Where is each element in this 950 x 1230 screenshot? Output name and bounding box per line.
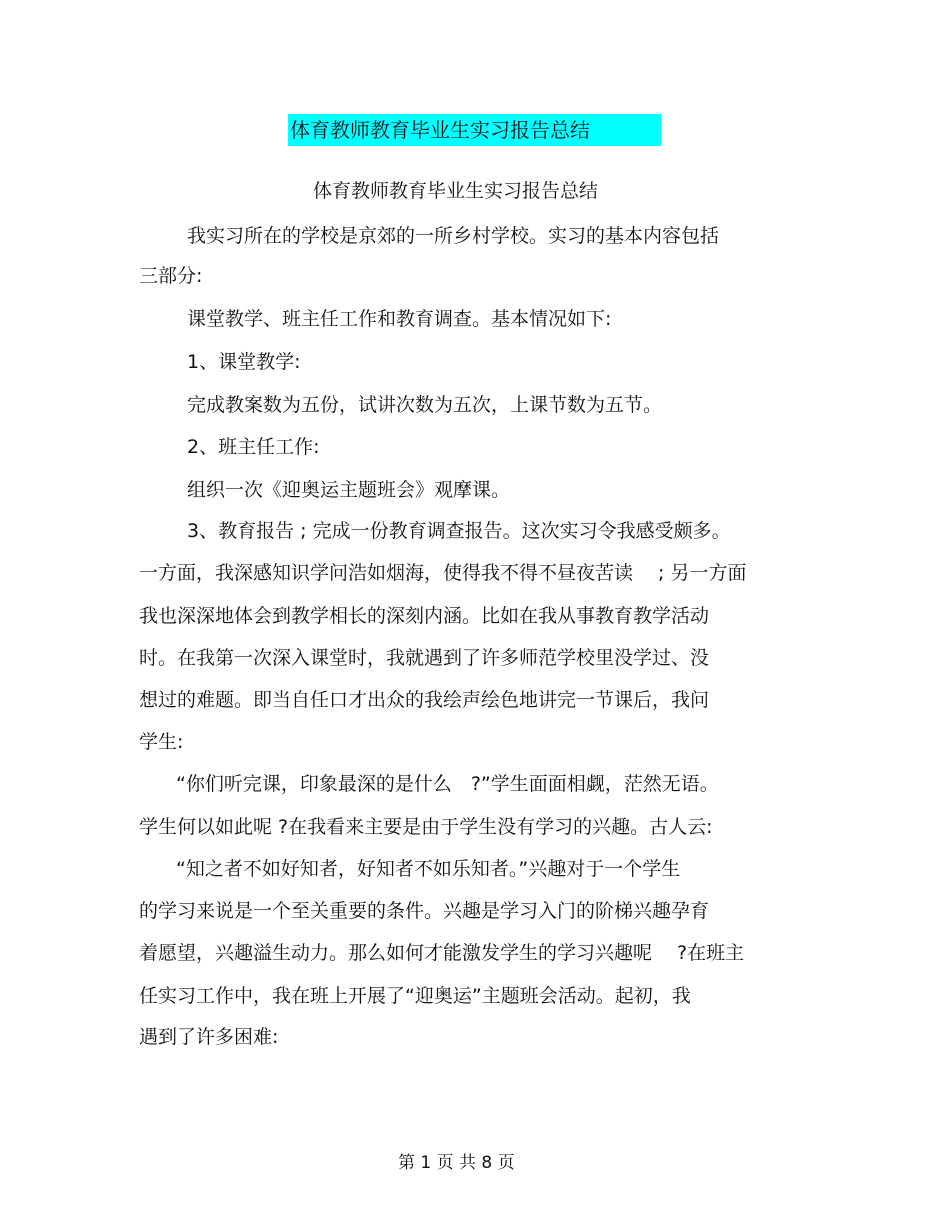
body-line: 3、教育报告 ; 完成一份教育调查报告。这次实习令我感受颇多。 — [187, 520, 731, 542]
body-line: 遇到了许多困难: — [139, 1026, 279, 1048]
body-line: 任实习工作中，我在班上开展了“迎奥运”主题班会活动。起初，我 — [139, 985, 691, 1007]
body-line: 时。在我第一次深入课堂时，我就遇到了许多师范学校里没学过、没 — [139, 647, 710, 669]
body-line: 我也深深地体会到教学相长的深刻内涵。比如在我从事教育教学活动 — [139, 605, 710, 627]
body-line: 想过的难题。即当自任口才出众的我绘声绘色地讲完一节课后，我问 — [139, 689, 710, 711]
body-line: 课堂教学、班主任工作和教育调查。基本情况如下: — [187, 308, 612, 330]
document-subtitle: 体育教师教育毕业生实习报告总结 — [313, 180, 599, 202]
body-line: 我实习所在的学校是京郊的一所乡村学校。实习的基本内容包括 — [187, 225, 720, 247]
body-line: 一方面，我深感知识学问浩如烟海，使得我不得不昼夜苦读 ; 另一方面 — [139, 562, 747, 584]
body-line: 三部分: — [139, 265, 203, 287]
document-title: 体育教师教育毕业生实习报告总结 — [290, 118, 590, 142]
body-line: 组织一次《迎奥运主题班会》观摩课。 — [187, 479, 511, 501]
body-line: “知之者不如好知者，好知者不如乐知者。”兴趣对于一个学生 — [176, 858, 681, 880]
body-line: 学生: — [139, 731, 184, 753]
body-line: 的学习来说是一个至关重要的条件。兴趣是学习入门的阶梯兴趣孕育 — [139, 900, 710, 922]
body-line: 着愿望，兴趣溢生动力。那么如何才能激发学生的学习兴趣呢 ?在班主 — [139, 942, 745, 964]
body-line: 1、课堂教学: — [187, 351, 301, 373]
body-line: 学生何以如此呢 ?在我看来主要是由于学生没有学习的兴趣。古人云: — [139, 816, 713, 838]
body-line: 完成教案数为五份，试讲次数为五次，上课节数为五节。 — [187, 394, 663, 416]
body-line: 2、班主任工作: — [187, 436, 320, 458]
page-number-footer: 第 1 页 共 8 页 — [398, 1153, 515, 1173]
body-line: “你们听完课，印象最深的是什么 ?”学生面面相觑，茫然无语。 — [176, 773, 719, 795]
